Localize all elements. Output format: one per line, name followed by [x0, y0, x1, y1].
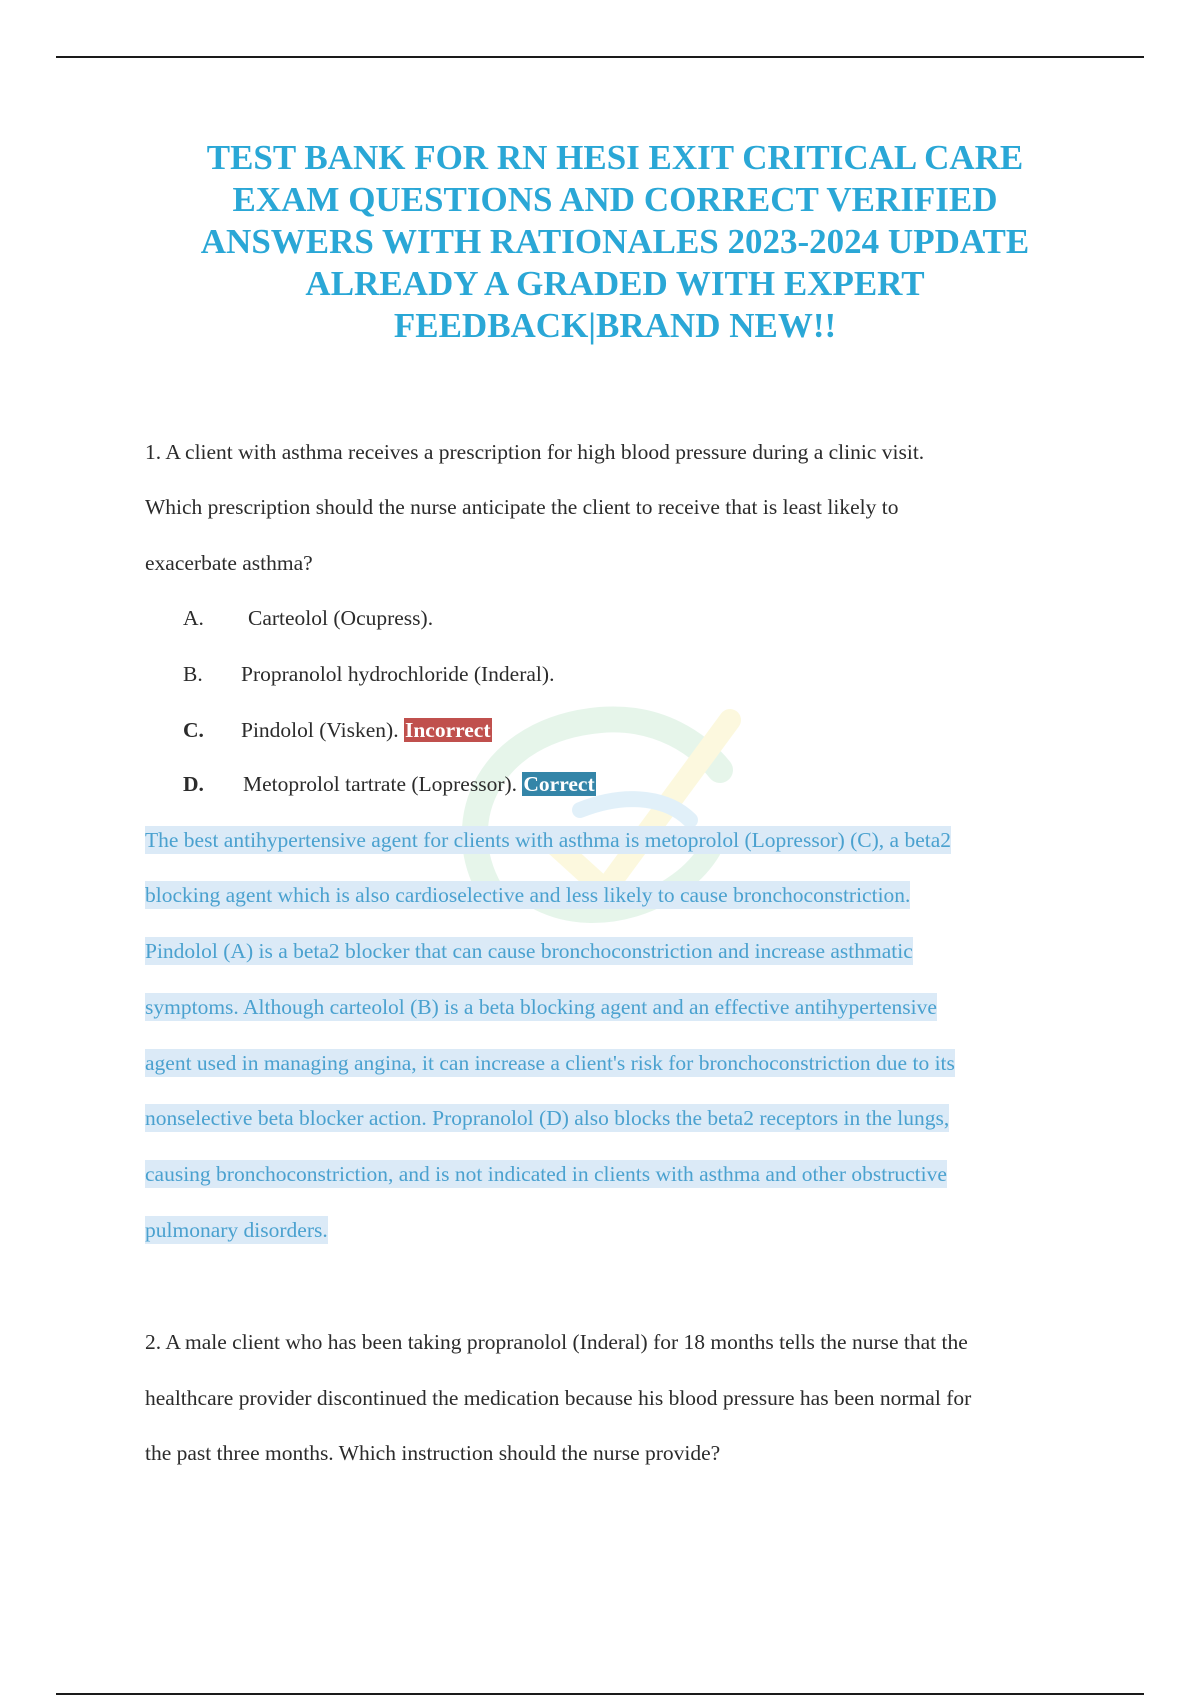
question-2-text-line: the past three months. Which instruction should the nurse provide?: [145, 1441, 721, 1465]
option-letter: C.: [183, 718, 204, 742]
option-text: Carteolol (Ocupress).: [248, 606, 434, 630]
question-2-text-line: healthcare provider discontinued the medication because his blood pressure has been normal for: [145, 1386, 972, 1410]
question-1-text-line: exacerbate asthma?: [145, 551, 313, 575]
question-2-text-line: 2. A male client who has been taking propranolol (Inderal) for 18 months tells the nurse that the: [145, 1330, 968, 1354]
rationale-line: symptoms. Although carteolol (B) is a beta blocking agent and an effective antihypertensive: [145, 995, 937, 1019]
incorrect-badge: Incorrect: [404, 718, 491, 742]
title-line: TEST BANK FOR RN HESI EXIT CRITICAL CARE: [206, 138, 1024, 177]
rationale-line: nonselective beta blocker action. Propranolol (D) also blocks the beta2 receptors in the lungs,: [145, 1106, 950, 1130]
title-line: ALREADY A GRADED WITH EXPERT: [305, 264, 925, 303]
title-line: FEEDBACK|BRAND NEW!!: [393, 306, 837, 345]
rationale-line: Pindolol (A) is a beta2 blocker that can cause bronchoconstriction and increase asthmatic: [145, 939, 913, 963]
title-line: ANSWERS WITH RATIONALES 2023-2024 UPDATE: [200, 222, 1030, 261]
option-text: Metoprolol tartrate (Lopressor).: [243, 772, 518, 796]
option-letter: A.: [183, 606, 204, 630]
title-line: EXAM QUESTIONS AND CORRECT VERIFIED: [232, 180, 998, 219]
rationale-line: The best antihypertensive agent for clients with asthma is metoprolol (Lopressor) (C), a beta2: [145, 828, 952, 852]
rationale-line: agent used in managing angina, it can increase a client's risk for bronchoconstriction due to its: [145, 1051, 955, 1075]
rationale-line: pulmonary disorders.: [145, 1218, 328, 1242]
option-letter: B.: [183, 662, 203, 686]
option-line: [241, 717, 492, 743]
option-letter: D.: [183, 772, 204, 796]
document-title: [150, 137, 1080, 347]
option-text: Pindolol (Visken).: [241, 718, 399, 742]
rationale-line: blocking agent which is also cardioselective and less likely to cause bronchoconstriction.: [145, 883, 911, 907]
footer-rule: [56, 1693, 1144, 1695]
question-1-text-line: 1. A client with asthma receives a prescription for high blood pressure during a clinic visit.: [145, 440, 925, 464]
rationale-line: causing bronchoconstriction, and is not indicated in clients with asthma and other obstructive: [145, 1162, 947, 1186]
question-1-text-line: Which prescription should the nurse anticipate the client to receive that is least likely to: [145, 495, 899, 519]
option-text: Propranolol hydrochloride (Inderal).: [241, 662, 555, 686]
option-line: [243, 771, 596, 797]
correct-badge: Correct: [523, 772, 595, 796]
header-rule: [56, 56, 1144, 58]
